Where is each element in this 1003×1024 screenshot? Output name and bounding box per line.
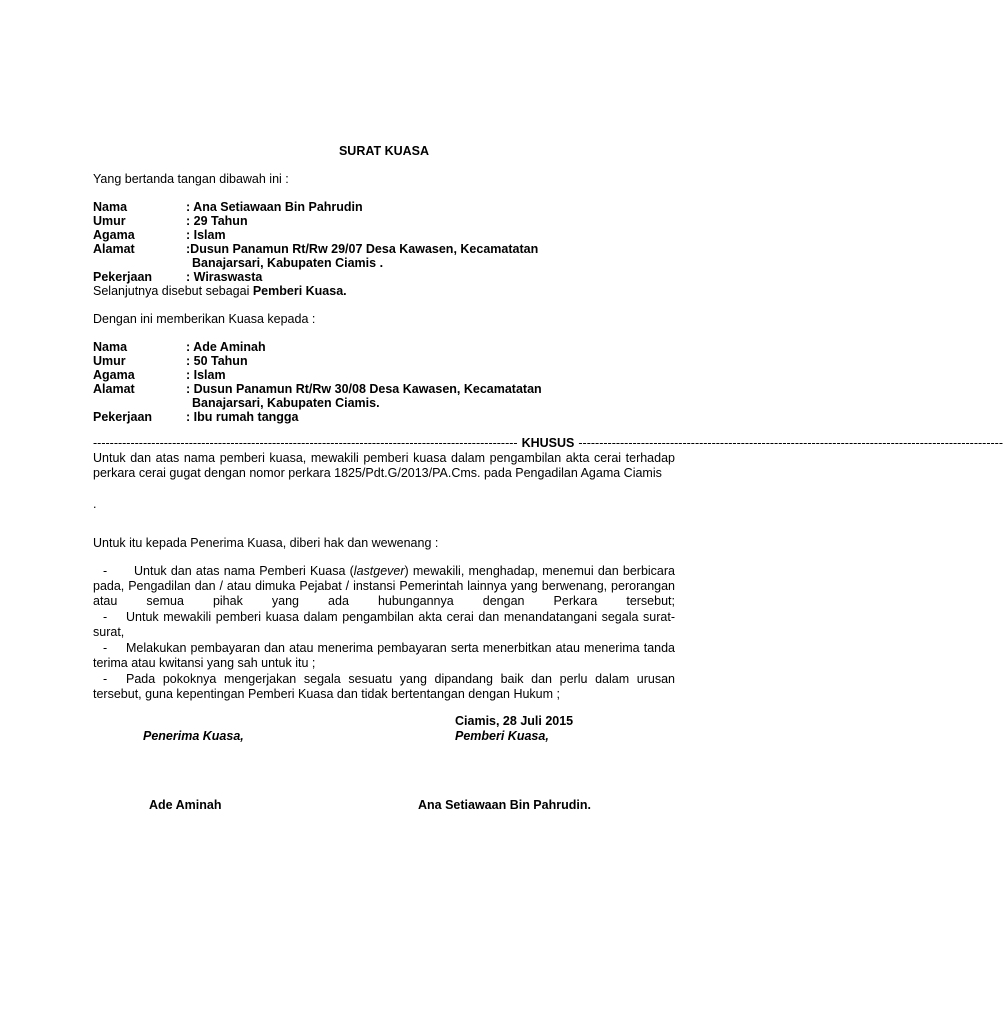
right-1-pre: Untuk dan atas nama Pemberi Kuasa ( (134, 564, 354, 578)
khusus-dot: . (93, 497, 97, 511)
signature-right-role: Pemberi Kuasa, (455, 729, 549, 743)
signature-place-date: Ciamis, 28 Juli 2015 (455, 714, 574, 728)
grantor-umur-label: Umur (93, 214, 126, 228)
right-item-4: Pada pokoknya mengerjakan segala sesuatu yang dipandang baik dan perlu dalam urusan tersebut, guna kepentingan Pemberi Kuasa dan tidak bertentangan dengan Hukum ; (93, 672, 675, 701)
intro-text: Yang bertanda tangan dibawah ini : (93, 172, 289, 186)
grantor-nama-label: Nama (93, 200, 128, 214)
grantee-alamat-value-1: : Dusun Panamun Rt/Rw 30/08 Desa Kawasen, Kecamatatan (186, 382, 542, 396)
grantee-agama-value: : Islam (186, 368, 226, 382)
grant-line: Dengan ini memberikan Kuasa kepada : (93, 312, 316, 326)
grantor-agama-label: Agama (93, 228, 135, 242)
grantor-alamat-value-1: :Dusun Panamun Rt/Rw 29/07 Desa Kawasen, Kecamatatan (186, 242, 539, 256)
right-1-italic: lastgever (353, 564, 405, 578)
signature-right-name: Ana Setiawaan Bin Pahrudin. (418, 798, 591, 812)
grantee-pekerjaan-label: Pekerjaan (93, 410, 153, 424)
grantee-nama-value: : Ade Aminah (186, 340, 266, 354)
khusus-divider (93, 436, 1003, 450)
right-item-3: Melakukan pembayaran dan atau menerima pembayaran serta menerbitkan atau menerima tanda terima atau kwitansi yang sah untuk itu ; (93, 641, 675, 670)
signature-left-role: Penerima Kuasa, (143, 729, 244, 743)
right-item-2: Untuk mewakili pemberi kuasa dalam pengambilan akta cerai dan menandatangani segala surat-surat, (93, 610, 675, 639)
bullet-mark: - (103, 564, 108, 578)
divider-dashes-left: ------------------------------------------------------------------------------------------------------ (93, 436, 518, 450)
grantor-pekerjaan-label: Pekerjaan (93, 270, 153, 284)
right-item-1 (93, 564, 675, 609)
khusus-paragraph: Untuk dan atas nama pemberi kuasa, mewakili pemberi kuasa dalam pengambilan akta cerai terhadap perkara cerai gugat dengan nomor perkara 1825/Pdt.G/2013/PA.Cms. pada Pengadilan Agama Ciamis (93, 451, 675, 480)
bullet-mark: - (103, 610, 108, 624)
grantee-umur-label: Umur (93, 354, 126, 368)
grantee-alamat-label: Alamat (93, 382, 135, 396)
grantor-umur-value: : 29 Tahun (186, 214, 248, 228)
signature-left-name: Ade Aminah (149, 798, 222, 812)
bullet-mark: - (103, 641, 108, 655)
grantor-alamat-value-2: Banajarsari, Kabupaten Ciamis . (192, 256, 384, 270)
right-1-post: ) mewakili, menghadap, menemui dan berbicara pada, Pengadilan dan / atau dimuka Pejabat / instansi Pemerintah lainnya yang berwenang, perorangan atau semua pihak yang ada hubungannya dengan Perkara tersebut; (93, 564, 675, 608)
grantee-alamat-value-2: Banajarsari, Kabupaten Ciamis. (192, 396, 380, 410)
bullet-mark: - (103, 672, 108, 686)
document-title: SURAT KUASA (338, 144, 430, 158)
grantor-role-prefix: Selanjutnya disebut sebagai (93, 284, 253, 298)
grantor-role-name: Pemberi Kuasa. (252, 284, 347, 298)
grantor-role-line (93, 284, 347, 298)
grantor-agama-value: : Islam (186, 228, 226, 242)
grantee-umur-value: : 50 Tahun (186, 354, 248, 368)
grantor-pekerjaan-value: : Wiraswasta (186, 270, 263, 284)
grantee-nama-label: Nama (93, 340, 128, 354)
grantor-nama-value: : Ana Setiawaan Bin Pahrudin (186, 200, 363, 214)
divider-label: KHUSUS (521, 436, 575, 450)
divider-dashes-right: ------------------------------------------------------------------------------------------------------ (578, 436, 1003, 450)
rights-intro: Untuk itu kepada Penerima Kuasa, diberi hak dan wewenang : (93, 536, 439, 550)
grantee-pekerjaan-value: : Ibu rumah tangga (186, 410, 299, 424)
grantee-agama-label: Agama (93, 368, 135, 382)
grantor-alamat-label: Alamat (93, 242, 135, 256)
